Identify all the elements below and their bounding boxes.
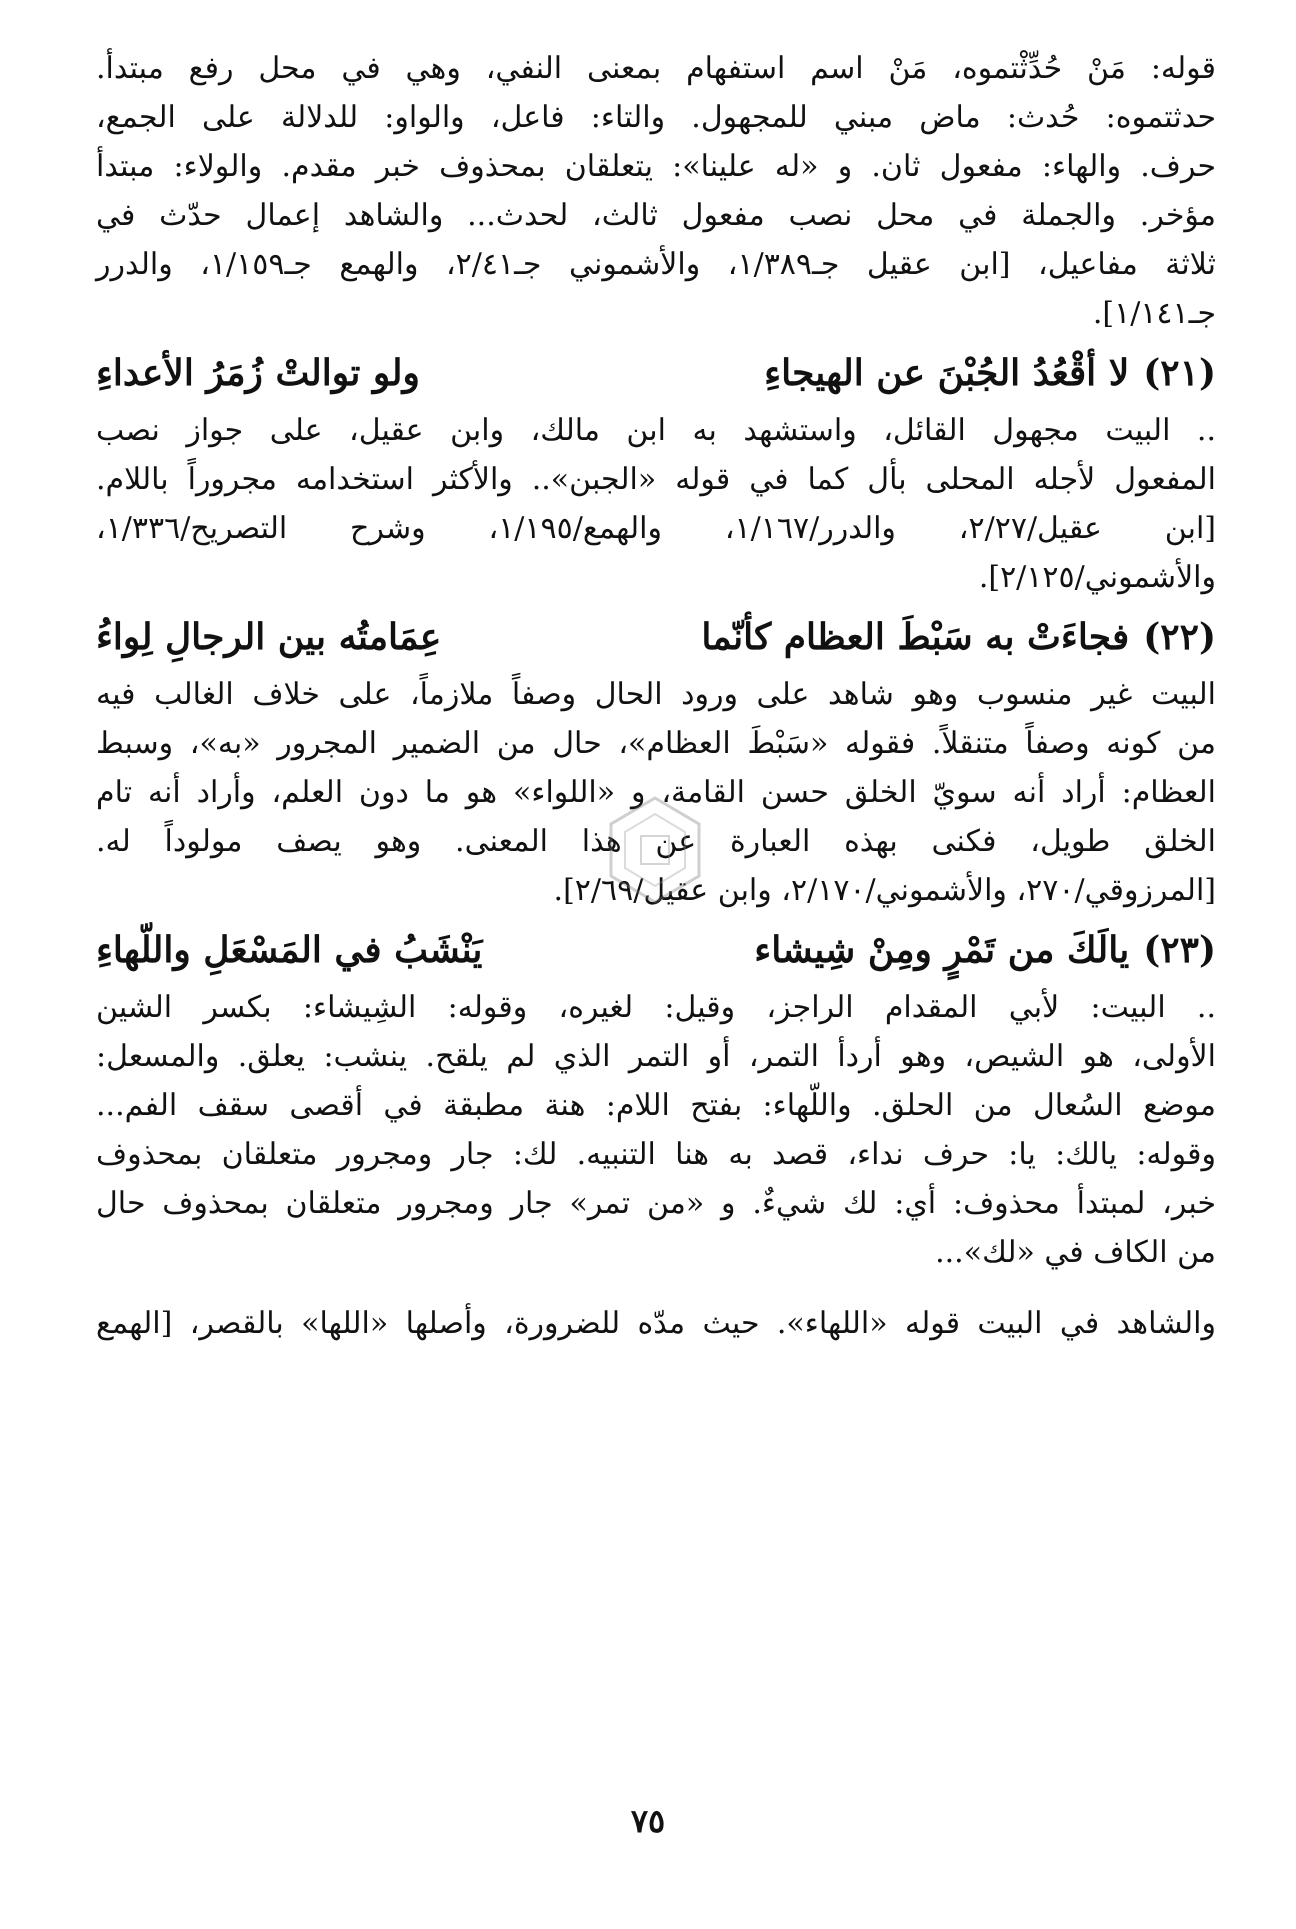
verse-number: (٢١) bbox=[1143, 352, 1216, 394]
text-line: العظام: أراد أنه سويّ الخلق حسن القامة، و «اللواء» هو ما دون العلم، وأراد أنه تام bbox=[96, 775, 1216, 810]
text-line: من كونه وصفاً متنقلاً. فقوله «سَبْطَ العظام»، حال من الضمير المجرور «به»، وسبط bbox=[96, 726, 1216, 761]
text-line: موضع السُعال من الحلق. واللّهاء: بفتح اللام: هنة مطبقة في أقصى سقف الفم... bbox=[96, 1088, 1216, 1123]
text-line: جـ١/١٤١]. bbox=[1092, 296, 1216, 331]
text-line: وقوله: يالك: يا: حرف نداء، قصد به هنا التنبيه. لك: جار ومجرور متعلقان بمحذوف bbox=[96, 1137, 1216, 1172]
spacer bbox=[96, 1277, 1216, 1299]
text-line: والشاهد في البيت قوله «اللهاء». حيث مدّه للضرورة، وأصلها «اللها» بالقصر، [الهمع bbox=[96, 1306, 1216, 1341]
text-line: الخلق طويل، فكنى بهذه العبارة عن هذا المعنى. وهو يصف مولوداً له. bbox=[96, 824, 1216, 859]
verse-first-hemistich bbox=[420, 352, 1216, 394]
text-line: ثلاثة مفاعيل، [ابن عقيل جـ١/٣٨٩، والأشموني جـ٢/٤١، والهمع جـ١/١٥٩، والدرر bbox=[96, 247, 1216, 282]
verse-21 bbox=[96, 352, 1216, 394]
verse-first-text: يالَكَ من تَمْرٍ ومِنْ شِيشاء bbox=[754, 929, 1130, 971]
verse-first-hemistich bbox=[441, 616, 1216, 658]
text-line: خبر، لمبتدأ محذوف: أي: لك شيءٌ. و «من تمر» جار ومجرور متعلقان بمحذوف حال bbox=[96, 1186, 1216, 1221]
text-line: .. البيت: لأبي المقدام الراجز، وقيل: لغيره، وقوله: الشِيشاء: بكسر الشين bbox=[96, 990, 1216, 1025]
verse-second-hemistich: يَنْشَبُ في المَسْعَلِ واللّهاءِ bbox=[96, 929, 483, 971]
verse-number: (٢٢) bbox=[1143, 616, 1216, 658]
text-line: حدثتموه: حُدث: ماض مبني للمجهول. والتاء: فاعل، والواو: للدلالة على الجمع، bbox=[96, 100, 1216, 135]
verse-second-hemistich: عِمَامتُه بين الرجالِ لِواءُ bbox=[96, 616, 442, 658]
text-line: الأولى، هو الشيص، وهو أردأ التمر، أو التمر الذي لم يلقح. ينشب: يعلق. والمسعل: bbox=[96, 1039, 1216, 1074]
text-line: حرف. والهاء: مفعول ثان. و «له علينا»: يتعلقان بمحذوف خبر مقدم. والولاء: مبتدأ bbox=[96, 149, 1216, 184]
text-line: والأشموني/٢/١٢٥]. bbox=[978, 560, 1216, 595]
page-number: ٧٥ bbox=[630, 1802, 666, 1840]
commentary-paragraph-1 bbox=[96, 44, 1216, 338]
text-line: البيت غير منسوب وهو شاهد على ورود الحال وصفاً ملازماً، على خلاف الغالب فيه bbox=[96, 677, 1216, 712]
commentary-paragraph-2 bbox=[96, 406, 1216, 602]
verse-23 bbox=[96, 929, 1216, 971]
text-line: المفعول لأجله المحلى بأل كما في قوله «الجبن».. والأكثر استخدامه مجروراً باللام. bbox=[96, 462, 1216, 497]
verse-first-text: لا أقْعُدُ الجُبْنَ عن الهيجاءِ bbox=[764, 352, 1130, 394]
verse-number: (٢٣) bbox=[1143, 929, 1216, 971]
text-line: من الكاف في «لك»... bbox=[935, 1235, 1216, 1270]
verse-22 bbox=[96, 616, 1216, 658]
verse-first-hemistich bbox=[482, 929, 1216, 971]
text-line: [المرزوقي/٢٧٠، والأشموني/٢/١٧٠، وابن عقيل/٢/٦٩]. bbox=[553, 873, 1216, 908]
text-line: .. البيت مجهول القائل، واستشهد به ابن مالك، وابن عقيل، على جواز نصب bbox=[96, 413, 1216, 448]
text-line: [ابن عقيل/٢/٢٧، والدرر/١/١٦٧، والهمع/١/١٩٥، وشرح التصريح/١/٣٣٦، bbox=[96, 511, 1217, 546]
watermark-stamp-icon bbox=[595, 790, 715, 910]
verse-second-hemistich: ولو توالتْ زُمَرُ الأعداءِ bbox=[96, 352, 420, 394]
verse-first-text: فجاءَتْ به سَبْطَ العظام كأنّما bbox=[701, 616, 1130, 658]
commentary-paragraph-5 bbox=[96, 1299, 1216, 1348]
text-line: قوله: مَنْ حُدِّثْتموه، مَنْ اسم استفهام بمعنى النفي، وهي في محل رفع مبتدأ. bbox=[96, 51, 1216, 86]
commentary-paragraph-4 bbox=[96, 983, 1216, 1277]
page-body bbox=[96, 44, 1216, 1348]
text-line: مؤخر. والجملة في محل نصب مفعول ثالث، لحدث... والشاهد إعمال حدّث في bbox=[96, 198, 1216, 233]
